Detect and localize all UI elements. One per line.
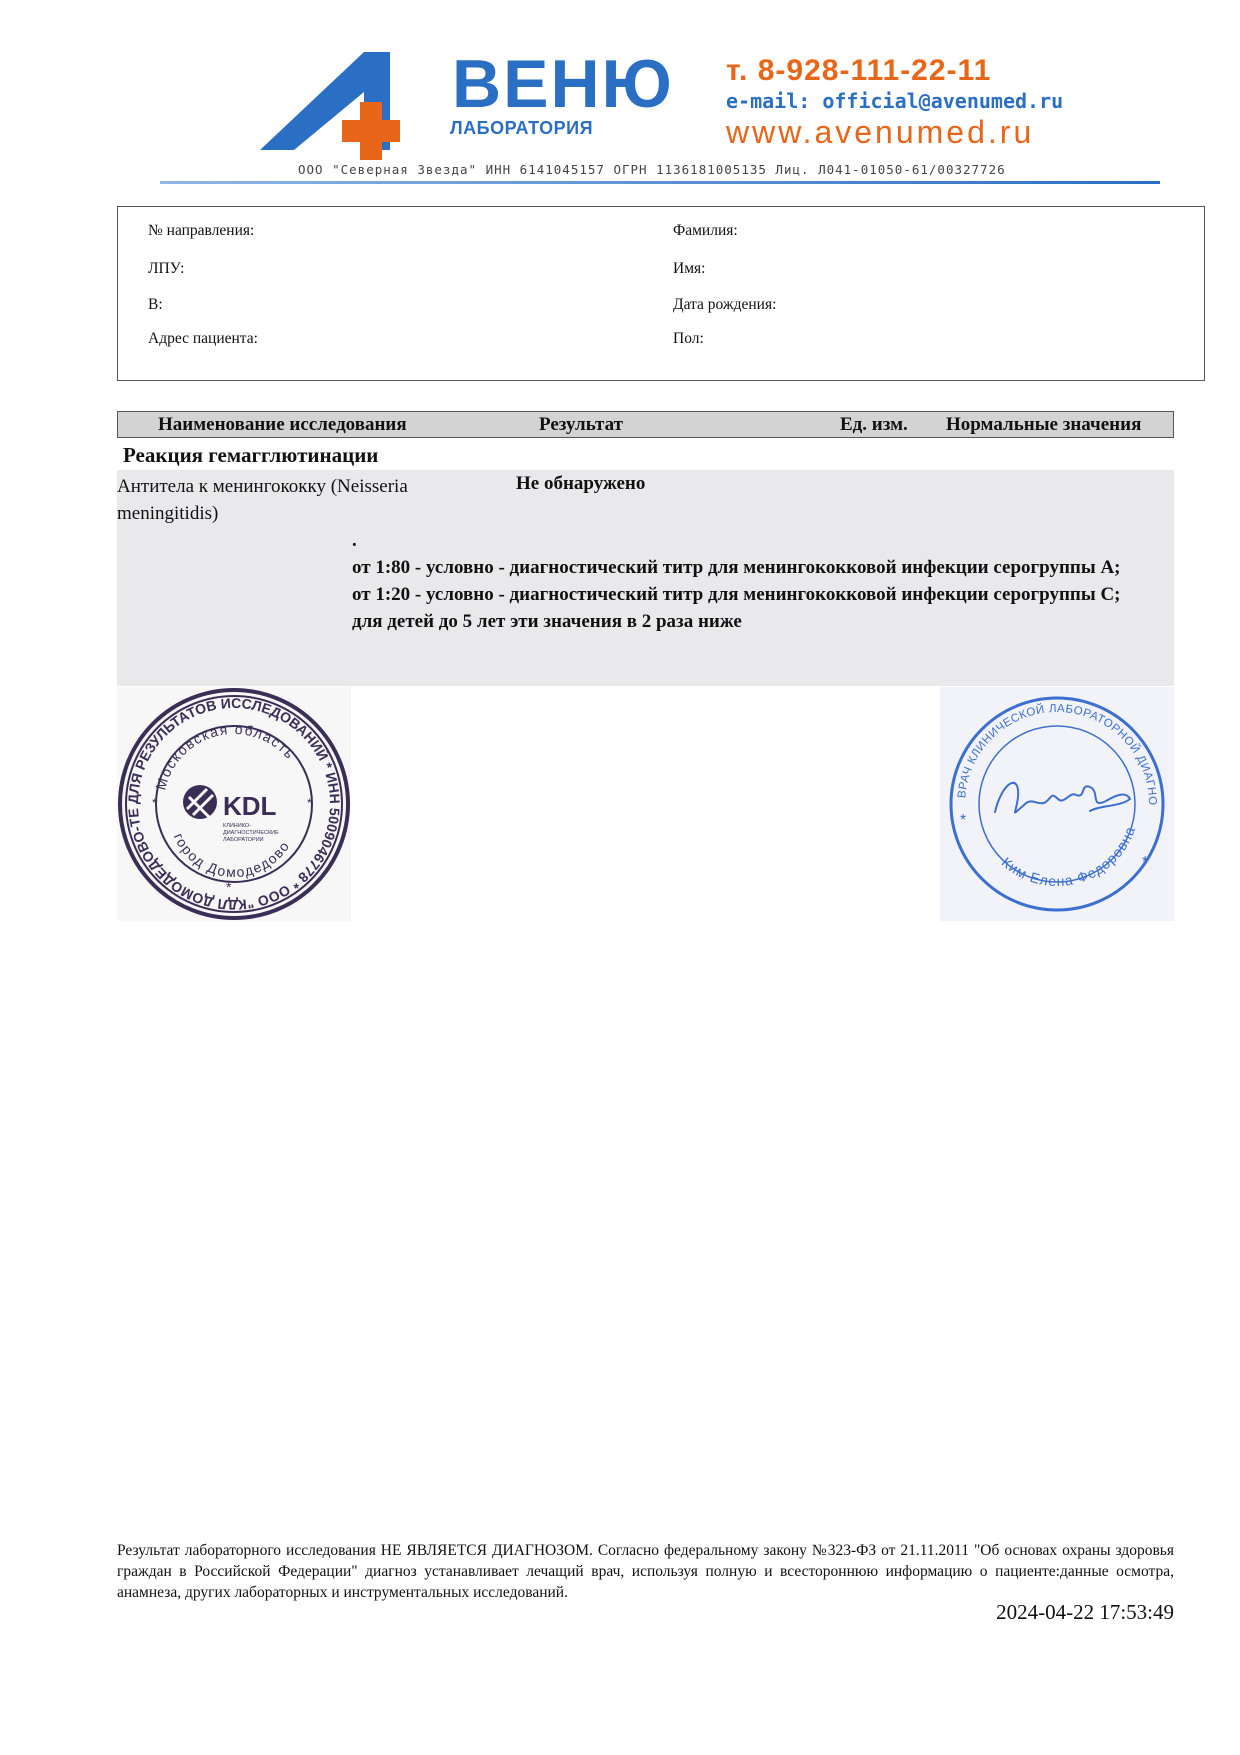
comment-line: для детей до 5 лет эти значения в 2 раза ниже (352, 611, 742, 632)
column-header-unit: Ед. изм. (840, 414, 908, 435)
lpu-label: ЛПУ: (148, 260, 185, 277)
referral-number-label: № направления: (148, 222, 255, 239)
doctor-stamp (940, 687, 1174, 921)
sex-label: Пол: (673, 330, 704, 347)
kdl-logo-icon (183, 785, 217, 819)
svg-text:Ким Елена Федоровна (999, 824, 1139, 889)
contact-website: www.avenumed.ru (726, 114, 1035, 150)
avenu-logo-icon (260, 52, 450, 162)
doctor-seal-icon (940, 687, 1174, 921)
column-header-normal-values: Нормальные значения (946, 414, 1142, 435)
patient-info-box (117, 206, 1205, 381)
table-row (117, 470, 1174, 686)
contact-email: e-mail: official@avenumed.ru (726, 89, 1064, 113)
signature-icon (995, 783, 1130, 813)
test-name: Антитела к менингококку (Neisseria meningitidis) (117, 476, 408, 524)
first-name-label: Имя: (673, 260, 706, 277)
svg-text:*: * (226, 879, 232, 895)
svg-text:*: * (307, 796, 312, 810)
section-title: Реакция гемагглютинации (123, 443, 379, 467)
column-header-result: Результат (539, 414, 623, 435)
date-of-birth-label: Дата рождения: (673, 296, 777, 313)
kdl-stamp-city: город Домодедово (170, 830, 293, 881)
patient-address-label: Адрес пациента: (148, 330, 258, 347)
comment-line: от 1:20 - условно - диагностический титр для менингококковой инфекции серогруппы С; (352, 584, 1121, 605)
kdl-logo-subtext: ДИАГНОСТИЧЕСКИЕ (223, 830, 279, 836)
kdl-stamp-region: Московская область (152, 720, 299, 792)
legal-disclaimer: Результат лабораторного исследования НЕ ЯВЛЯЕТСЯ ДИАГНОЗОМ. Согласно федеральному закону №323-ФЗ от 21.11.2011 "Об основах охраны здоровья граждан в Российской Федерации" диагноз устанавливает лечащий врач, используя полную и всестороннюю информацию о пациенте:данные осмотра, анамнеза, других лабораторных и инструментальных исследований. (117, 1542, 1174, 1601)
column-header-test-name: Наименование исследования (158, 414, 407, 435)
legal-details: ООО "Северная Звезда" ИНН 6141045157 ОГРН 1136181005135 Лиц. Л041-01050-61/00327726 (298, 162, 1006, 177)
doctor-stamp-name: Ким Елена Федоровна (998, 823, 1139, 890)
brand-name: ВЕНЮ (452, 46, 674, 122)
kdl-stamp (117, 687, 351, 921)
kdl-logo-subtext: КЛИНИКО- (223, 823, 251, 829)
v-label: В: (148, 296, 163, 313)
test-result: Не обнаружено (516, 473, 646, 494)
brand-subtitle: ЛАБОРАТОРИЯ (450, 118, 594, 138)
svg-text:*: * (1142, 854, 1149, 871)
results-table-header (117, 411, 1174, 438)
letterhead (160, 40, 1170, 190)
comment-line: от 1:80 - условно - диагностический титр для менингококковой инфекции серогруппы А; (352, 557, 1121, 578)
kdl-logo-subtext: ЛАБОРАТОРИИ (223, 837, 264, 843)
svg-text:*: * (960, 812, 967, 829)
header-divider (160, 181, 1160, 184)
result-comment (352, 527, 1174, 635)
surname-label: Фамилия: (673, 222, 738, 239)
svg-text:*: * (152, 796, 157, 810)
doctor-stamp-title: ВРАЧ КЛИНИЧЕСКОЙ ЛАБОРАТОРНОЙ ДИАГНО (956, 702, 1159, 806)
kdl-stamp-outer-text: ДЛЯ РЕЗУЛЬТАТОВ ИССЛЕДОВАНИЙ * ИНН 5009046778 * ООО "КДЛ ДОМОДЕДОВО-ТЕ (124, 694, 344, 914)
kdl-logo-text: KDL (223, 791, 277, 821)
svg-text:ВРАЧ КЛИНИЧЕСКОЙ ЛАБОРАТОРНОЙ (940, 687, 1158, 806)
print-timestamp: 2024-04-22 17:53:49 (996, 1600, 1174, 1624)
kdl-seal-icon (117, 687, 351, 921)
comment-line: . (352, 530, 357, 551)
contact-phone: т. 8-928-111-22-11 (726, 54, 992, 87)
